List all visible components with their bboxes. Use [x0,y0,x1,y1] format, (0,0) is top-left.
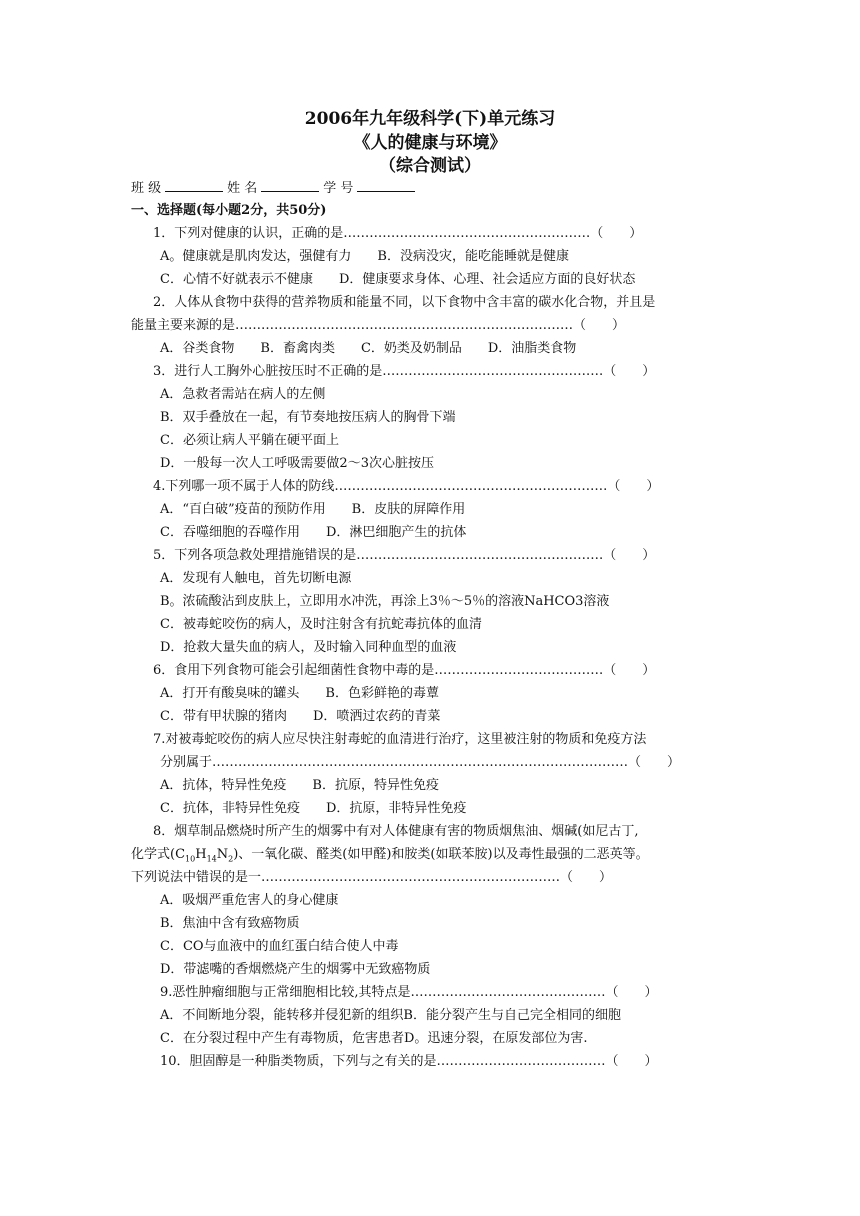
section-heading: 一、选择题(每小题2分，共50分) [131,203,327,218]
name-label: 姓 名 [227,181,258,196]
q8-sub-h: 14 [206,854,217,864]
class-blank [165,179,223,192]
q2-options: A．谷类食物 B．畜禽肉类 C．奶类及奶制品 D．油脂类食物 [160,341,577,356]
q4-options-cd: C．吞噬细胞的吞噬作用 D．淋巴细胞产生的抗体 [160,525,467,540]
q8-option-d: D．带滤嘴的香烟燃烧产生的烟雾中无致癌物质 [160,962,431,977]
q5-option-c: C．被毒蛇咬伤的病人，及时注射含有抗蛇毒抗体的血清 [160,617,482,632]
question-8: 8．烟草制品燃烧时所产生的烟雾中有对人体健康有害的物质烟焦油、烟碱(如尼古丁, [153,824,639,839]
question-7: 7.对被毒蛇咬伤的病人应尽快注射毒蛇的血清进行治疗，这里被注射的物质和免疫方法 [153,732,647,747]
q8-n: N [216,847,229,862]
question-10: 10．胆固醇是一种脂类物质，下列与之有关的是…………………………………（ ） [160,1054,658,1069]
q8-text-post: )、一氧化碳、醛类(如甲醛)和胺类(如联苯胺)以及毒性最强的二恶英等。 [233,847,649,862]
q7-options-ab: A．抗体，特异性免疫 B．抗原，特异性免疫 [160,778,439,793]
q9-options-ab: A．不间断地分裂，能转移并侵犯新的组织B．能分裂产生与自己完全相同的细胞 [160,1008,621,1023]
q8-sub-c: 10 [185,854,196,864]
q1-options-ab: A。健康就是肌肉发达，强健有力 B．没病没灾，能吃能睡就是健康 [160,249,569,264]
q1-options-cd: C．心情不好就表示不健康 D．健康要求身体、心理、社会适应方面的良好状态 [160,272,636,287]
q8-option-a: A．吸烟严重危害人的身心健康 [160,893,339,908]
q8-text-pre: 化学式(C [131,847,186,862]
q6-options-cd: C．带有甲状腺的猪肉 D．喷洒过农药的青菜 [160,709,441,724]
q3-option-c: C．必须让病人平躺在硬平面上 [160,433,339,448]
q8-sub-n: 2 [228,854,234,864]
question-8-formula-line [131,846,649,869]
question-2-cont: 能量主要来源的是……………………………………………………………………（ ） [131,318,626,333]
q8-option-c: C．CO与血液中的血红蛋白结合使人中毒 [160,939,399,954]
question-1: 1．下列对健康的认识，正确的是…………………………………………………（ ） [153,226,643,241]
question-3: 3．进行人工胸外心脏按压时不正确的是……………………………………………（ ） [153,364,656,379]
q5-option-b: B。浓硫酸沾到皮肤上，立即用水冲洗，再涂上3％～5％的溶液NaHCO3溶液 [160,594,610,609]
name-blank [261,179,319,192]
question-8-cont: 下列说法中错误的是一……………………………………………………………（ ） [131,870,613,885]
question-4: 4.下列哪一项不属于人体的防线………………………………………………………（ ） [153,479,660,494]
q8-h: H [195,847,207,862]
student-info-row [131,179,419,198]
exam-subtitle: 《人的健康与环境》 [353,133,507,153]
q8-option-b: B．焦油中含有致癌物质 [160,916,300,931]
q5-option-d: D．抢救大量失血的病人，及时输入同种血型的血液 [160,640,457,655]
q4-options-ab: A．“百白破”疫苗的预防作用 B．皮肤的屏障作用 [160,502,466,517]
question-2: 2．人体从食物中获得的营养物质和能量不同，以下食物中含丰富的碳水化合物，并且是 [153,295,656,310]
question-9: 9.恶性肿瘤细胞与正常细胞相比较,其特点是………………………………………（ ） [160,985,658,1000]
question-7-cont: 分别属于……………………………………………………………………………………（ ） [160,755,681,770]
question-6: 6．食用下列食物可能会引起细菌性食物中毒的是…………………………………（ ） [153,663,656,678]
question-5: 5．下列各项急救处理措施错误的是…………………………………………………（ ） [153,548,656,563]
class-label: 班 级 [131,181,162,196]
q3-option-b: B．双手叠放在一起，有节奏地按压病人的胸骨下端 [160,410,456,425]
number-blank [357,179,415,192]
q9-options-cd: C．在分裂过程中产生有毒物质，危害患者D。迅速分裂，在原发部位为害. [160,1031,588,1046]
number-label: 学 号 [323,181,354,196]
q3-option-d: D．一般每一次人工呼吸需要做2～3次心脏按压 [160,456,434,471]
q6-options-ab: A．打开有酸臭味的罐头 B．色彩鲜艳的毒蕈 [160,686,439,701]
q7-options-cd: C．抗体，非特异性免疫 D．抗原，非特异性免疫 [160,801,467,816]
q5-option-a: A．发现有人触电，首先切断电源 [160,571,352,586]
exam-title: 2006年九年级科学(下)单元练习 [304,109,556,129]
q3-option-a: A．急救者需站在病人的左侧 [160,387,326,402]
exam-type: （综合测试） [379,156,481,176]
